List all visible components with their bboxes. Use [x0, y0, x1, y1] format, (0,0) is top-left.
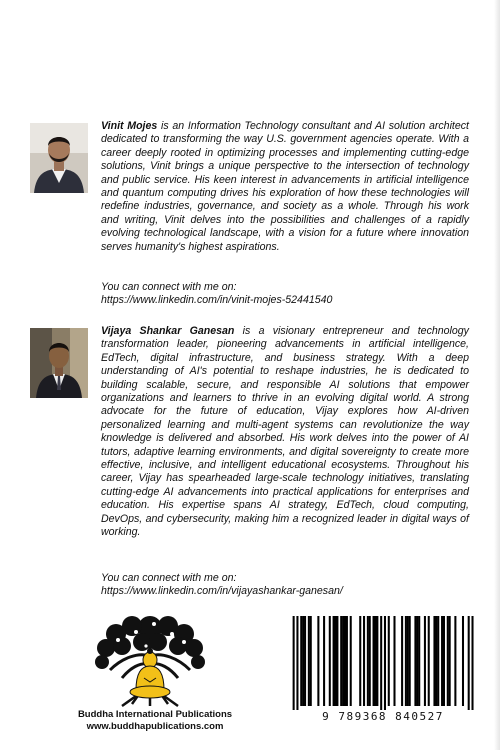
author-photo-vijaya: [30, 328, 88, 398]
isbn-barcode: [285, 616, 481, 728]
linkedin-link-vijaya[interactable]: https://www.linkedin.com/in/vijayashankar-ganesan/: [101, 585, 343, 597]
publisher-info: [70, 709, 240, 733]
barcode-bar: [293, 616, 295, 710]
barcode-bar: [333, 616, 335, 706]
barcode-bar: [447, 616, 449, 706]
barcode-bar: [300, 616, 302, 706]
barcode-bar: [302, 616, 304, 706]
barcode-bar: [367, 616, 369, 706]
isbn-number: 9 789368 840527: [322, 710, 444, 723]
barcode-bar: [409, 616, 411, 706]
barcode-bar: [376, 616, 378, 706]
barcode-bar: [418, 616, 420, 706]
author-section-vinit: [30, 120, 470, 320]
publisher-website[interactable]: www.buddhapublications.com: [86, 721, 224, 732]
barcode-bar: [468, 616, 470, 710]
author-bio-vijaya: [101, 325, 469, 540]
barcode-bar: [405, 616, 407, 706]
barcode-bar: [471, 616, 473, 710]
barcode-bar: [374, 616, 376, 706]
barcode-bar: [443, 616, 445, 706]
barcode-bar: [424, 616, 426, 706]
barcode-bar: [334, 616, 336, 706]
barcode-bar: [441, 616, 443, 706]
barcode-bar: [449, 616, 451, 706]
barcode-bar: [414, 616, 416, 706]
barcode-bar: [373, 616, 375, 706]
barcode-bar: [454, 616, 456, 706]
author-section-vijaya: [30, 325, 470, 605]
barcode-bar: [416, 616, 418, 706]
author-name-vijaya: Vijaya Shankar Ganesan: [101, 325, 235, 337]
author-bio-vinit: [101, 120, 469, 254]
barcode-bar: [435, 616, 437, 706]
connect-label-vinit: You can connect with me on:: [101, 281, 237, 293]
barcode-bar: [336, 616, 338, 706]
barcode-bar: [437, 616, 439, 706]
linkedin-link-vinit[interactable]: https://www.linkedin.com/in/vinit-mojes-52441540: [101, 294, 333, 306]
barcode-bar: [344, 616, 346, 706]
author-photo-vinit: [30, 123, 88, 193]
barcode-bar: [304, 616, 306, 706]
barcode-bar: [310, 616, 312, 706]
barcode-bar: [407, 616, 409, 706]
author-name-vinit: Vinit Mojes: [101, 120, 158, 132]
barcode-bar: [323, 616, 325, 706]
barcode-bar: [340, 616, 342, 706]
barcode-bar: [380, 616, 382, 710]
barcode-bar: [342, 616, 344, 706]
barcode-bar: [462, 616, 464, 706]
barcode-bar: [317, 616, 319, 706]
barcode-bar: [388, 616, 390, 706]
barcode-bar: [346, 616, 348, 706]
publisher-name: Buddha International Publications: [77, 709, 233, 720]
barcode-bar: [401, 616, 403, 706]
barcode-bar: [369, 616, 371, 706]
author-bio-text-vinit: is an Information Technology consultant and AI solution architect dedicated to transforming the way U.S. government agencies operate. With a career deeply rooted in optimizing processes and implementing cutting-edge solutions, Vinit brings a unique perspective to the intersection of technology and public service. His keen interest in advancements in artificial intelligence and quantum computing drives his exploration of how these technologies will redefine industries, governance, and society as a whole. Through his work and writing, Vinit delves into the possibilities and challenges of a rapidly evolving technological landscape, with a vision for a future where innovation serves humanity's highest aspirations.: [101, 120, 469, 253]
barcode-bar: [384, 616, 386, 710]
barcode-bar: [393, 616, 395, 706]
buddha-tree-logo-icon: [92, 612, 208, 712]
barcode-bar: [363, 616, 365, 706]
barcode-bar: [428, 616, 430, 706]
barcode-bar: [433, 616, 435, 706]
barcode-bar: [308, 616, 310, 706]
barcode-bars: [285, 616, 481, 710]
barcode-bar: [359, 616, 361, 706]
barcode-bar: [329, 616, 331, 706]
barcode-bar: [350, 616, 352, 706]
barcode-bar: [296, 616, 298, 710]
page-edge-shadow: [494, 0, 500, 750]
author-bio-text-vijaya: is a visionary entrepreneur and technology transformation leader, pioneering advancements in artificial intelligence, EdTech, digital infrastructure, and business strategy. With a deep understanding of AI's potential to reshape industries, he is dedicated to building scalable, secure, and responsible AI solutions that empower organizations and learners to thrive in an evolving digital world. A strong advocate for the future of education, Vijay explores how AI-driven personalized learning and multi-agent systems can revolutionize the way knowledge is delivered and absorbed. His work delves into the power of AI tutors, adaptive learning environments, and digital sovereignty to create more effective, inclusive, and intelligent educational ecosystems. Throughout his career, Vijay has spearheaded large-scale technology initiatives, translating cutting-edge AI advancements into practical applications for enterprises and education. His expertise spans AI strategy, EdTech, cloud computing, DevOps, and cybersecurity, making him a recognized leader in digital ways of working.: [101, 325, 469, 539]
connect-label-vijaya: You can connect with me on:: [101, 572, 237, 584]
